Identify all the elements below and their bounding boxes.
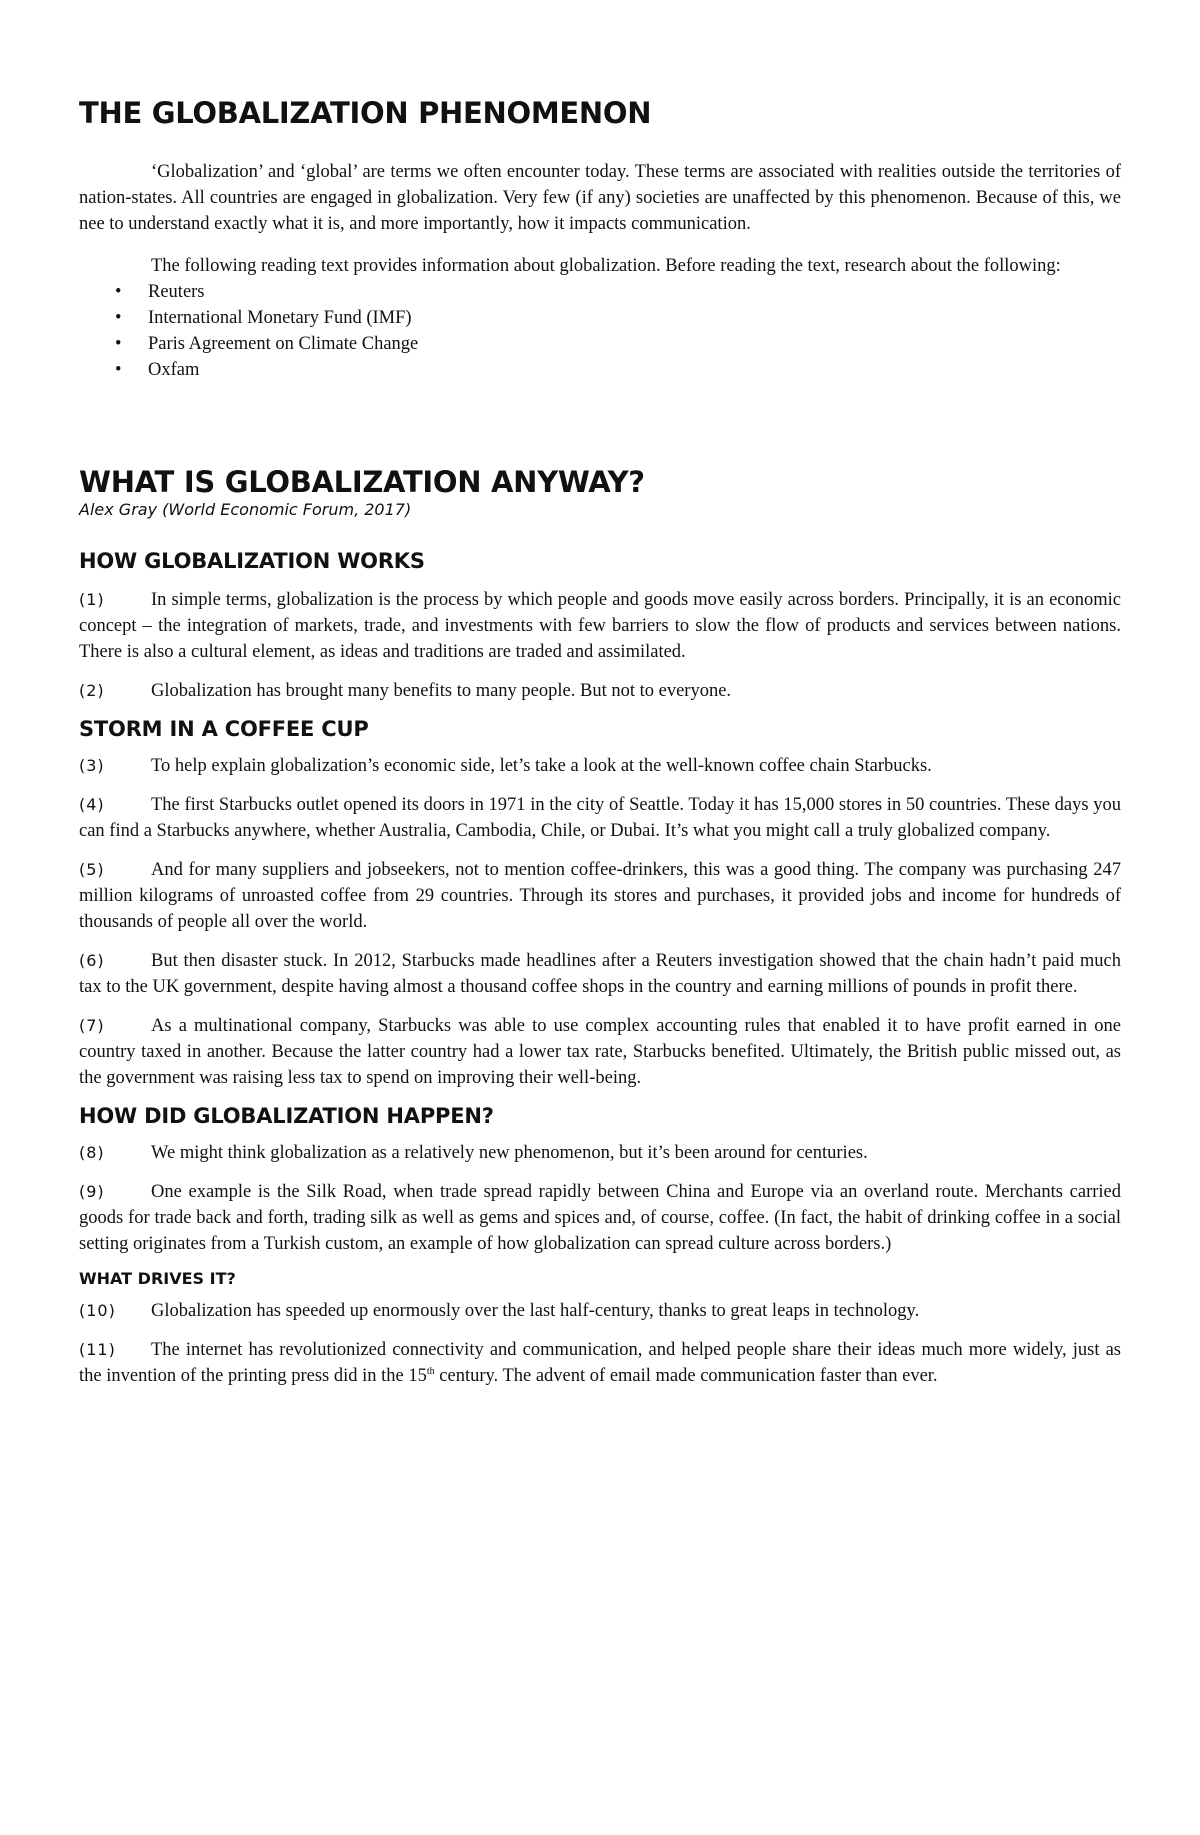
bullet-icon: •: [115, 359, 122, 380]
article-paragraph: (8) We might think globalization as a relatively new phenomenon, but it’s been around for centuries.: [79, 1140, 1121, 1166]
section-heading: HOW DID GLOBALIZATION HAPPEN?: [79, 1103, 494, 1128]
intro-paragraph-1: ‘Globalization’ and ‘global’ are terms we often encounter today. These terms are associated with realities outside the territories of nation-states. All countries are engaged in globalization. Very few (if any) societies are unaffected by this phenomenon. Because of this, we nee to understand exactly what it is, and more importantly, how it impacts communication.: [79, 161, 1121, 234]
paragraph-number: (7): [79, 1015, 105, 1035]
research-list-item: • Oxfam: [79, 357, 1121, 383]
paragraph-number: (5): [79, 859, 105, 879]
section-heading: HOW GLOBALIZATION WORKS: [79, 548, 425, 573]
article-paragraph: (7) As a multinational company, Starbucks was able to use complex accounting rules that enabled it to have profit earned in one country taxed in another. Because the latter country had a lower tax rate, Starbucks benefited. Ultimately, the British public missed out, as the government was raising less tax to spend on improving their well-being.: [79, 1013, 1121, 1091]
section-heading: STORM IN A COFFEE CUP: [79, 716, 369, 741]
ordinal-suffix: th: [426, 1365, 435, 1377]
bullet-icon: •: [115, 281, 122, 302]
paragraph-number: (8): [79, 1142, 105, 1162]
paragraph-number: (9): [79, 1181, 105, 1201]
research-list-item: • International Monetary Fund (IMF): [79, 305, 1121, 331]
paragraph-number: (6): [79, 950, 105, 970]
article-paragraph: (3) To help explain globalization’s economic side, let’s take a look at the well-known coffee chain Starbucks.: [79, 753, 1121, 779]
article-paragraph: (2) Globalization has brought many benefits to many people. But not to everyone.: [79, 678, 1121, 704]
paragraph-number: (4): [79, 794, 105, 814]
article-paragraph: (4) The first Starbucks outlet opened its doors in 1971 in the city of Seattle. Today it has 15,000 stores in 50 countries. These days you can find a Starbucks anywhere, whether Australia, Cambodia, Chile, or Dubai. It’s what you might call a truly globalized company.: [79, 792, 1121, 844]
research-list: [79, 279, 1121, 383]
article-paragraph: (5) And for many suppliers and jobseekers, not to mention coffee-drinkers, this was a good thing. The company was purchasing 247 million kilograms of unroasted coffee from 29 countries. Through its stores and purchases, it provided jobs and income for hundreds of thousands of people all over the world.: [79, 857, 1121, 935]
article-author: Alex Gray (World Economic Forum, 2017): [79, 499, 412, 519]
bullet-icon: •: [115, 333, 122, 354]
main-title: THE GLOBALIZATION PHENOMENON: [79, 96, 652, 130]
paragraph-number: (10): [79, 1300, 116, 1320]
research-list-item: • Reuters: [79, 279, 1121, 305]
article-paragraph: (9) One example is the Silk Road, when trade spread rapidly between China and Europe via an overland route. Merchants carried goods for trade back and forth, trading silk as well as gems and spices and, of course, coffee. (In fact, the habit of drinking coffee in a social setting originates from a Turkish custom, an example of how globalization can spread culture across borders.): [79, 1179, 1121, 1257]
paragraph-number: (11): [79, 1339, 116, 1359]
article-paragraph: (10) Globalization has speeded up enormously over the last half-century, thanks to great leaps in technology.: [79, 1298, 1121, 1324]
article-title: WHAT IS GLOBALIZATION ANYWAY?: [79, 464, 645, 499]
article-paragraph: (1) In simple terms, globalization is the process by which people and goods move easily across borders. Principally, it is an economic concept – the integration of markets, trade, and investments with few barriers to slow the flow of products and services between nations. There is also a cultural element, as ideas and traditions are traded and assimilated.: [79, 587, 1121, 665]
paragraph-number: (3): [79, 755, 105, 775]
article-paragraph: (6) But then disaster stuck. In 2012, Starbucks made headlines after a Reuters investigation showed that the chain hadn’t paid much tax to the UK government, despite having almost a thousand coffee shops in the country and earning millions of pounds in profit there.: [79, 948, 1121, 1000]
paragraph-number: (2): [79, 680, 105, 700]
bullet-icon: •: [115, 307, 122, 328]
article-paragraph: (11) The internet has revolutionized connectivity and communication, and helped people share their ideas much more widely, just as the invention of the printing press did in the 15th century. The advent of email made communication faster than ever.: [79, 1337, 1121, 1389]
subsection-heading: WHAT DRIVES IT?: [79, 1268, 236, 1288]
paragraph-number: (1): [79, 589, 105, 609]
intro-paragraph-2: The following reading text provides information about globalization. Before reading the text, research about the following:: [151, 255, 1061, 276]
research-list-item: • Paris Agreement on Climate Change: [79, 331, 1121, 357]
